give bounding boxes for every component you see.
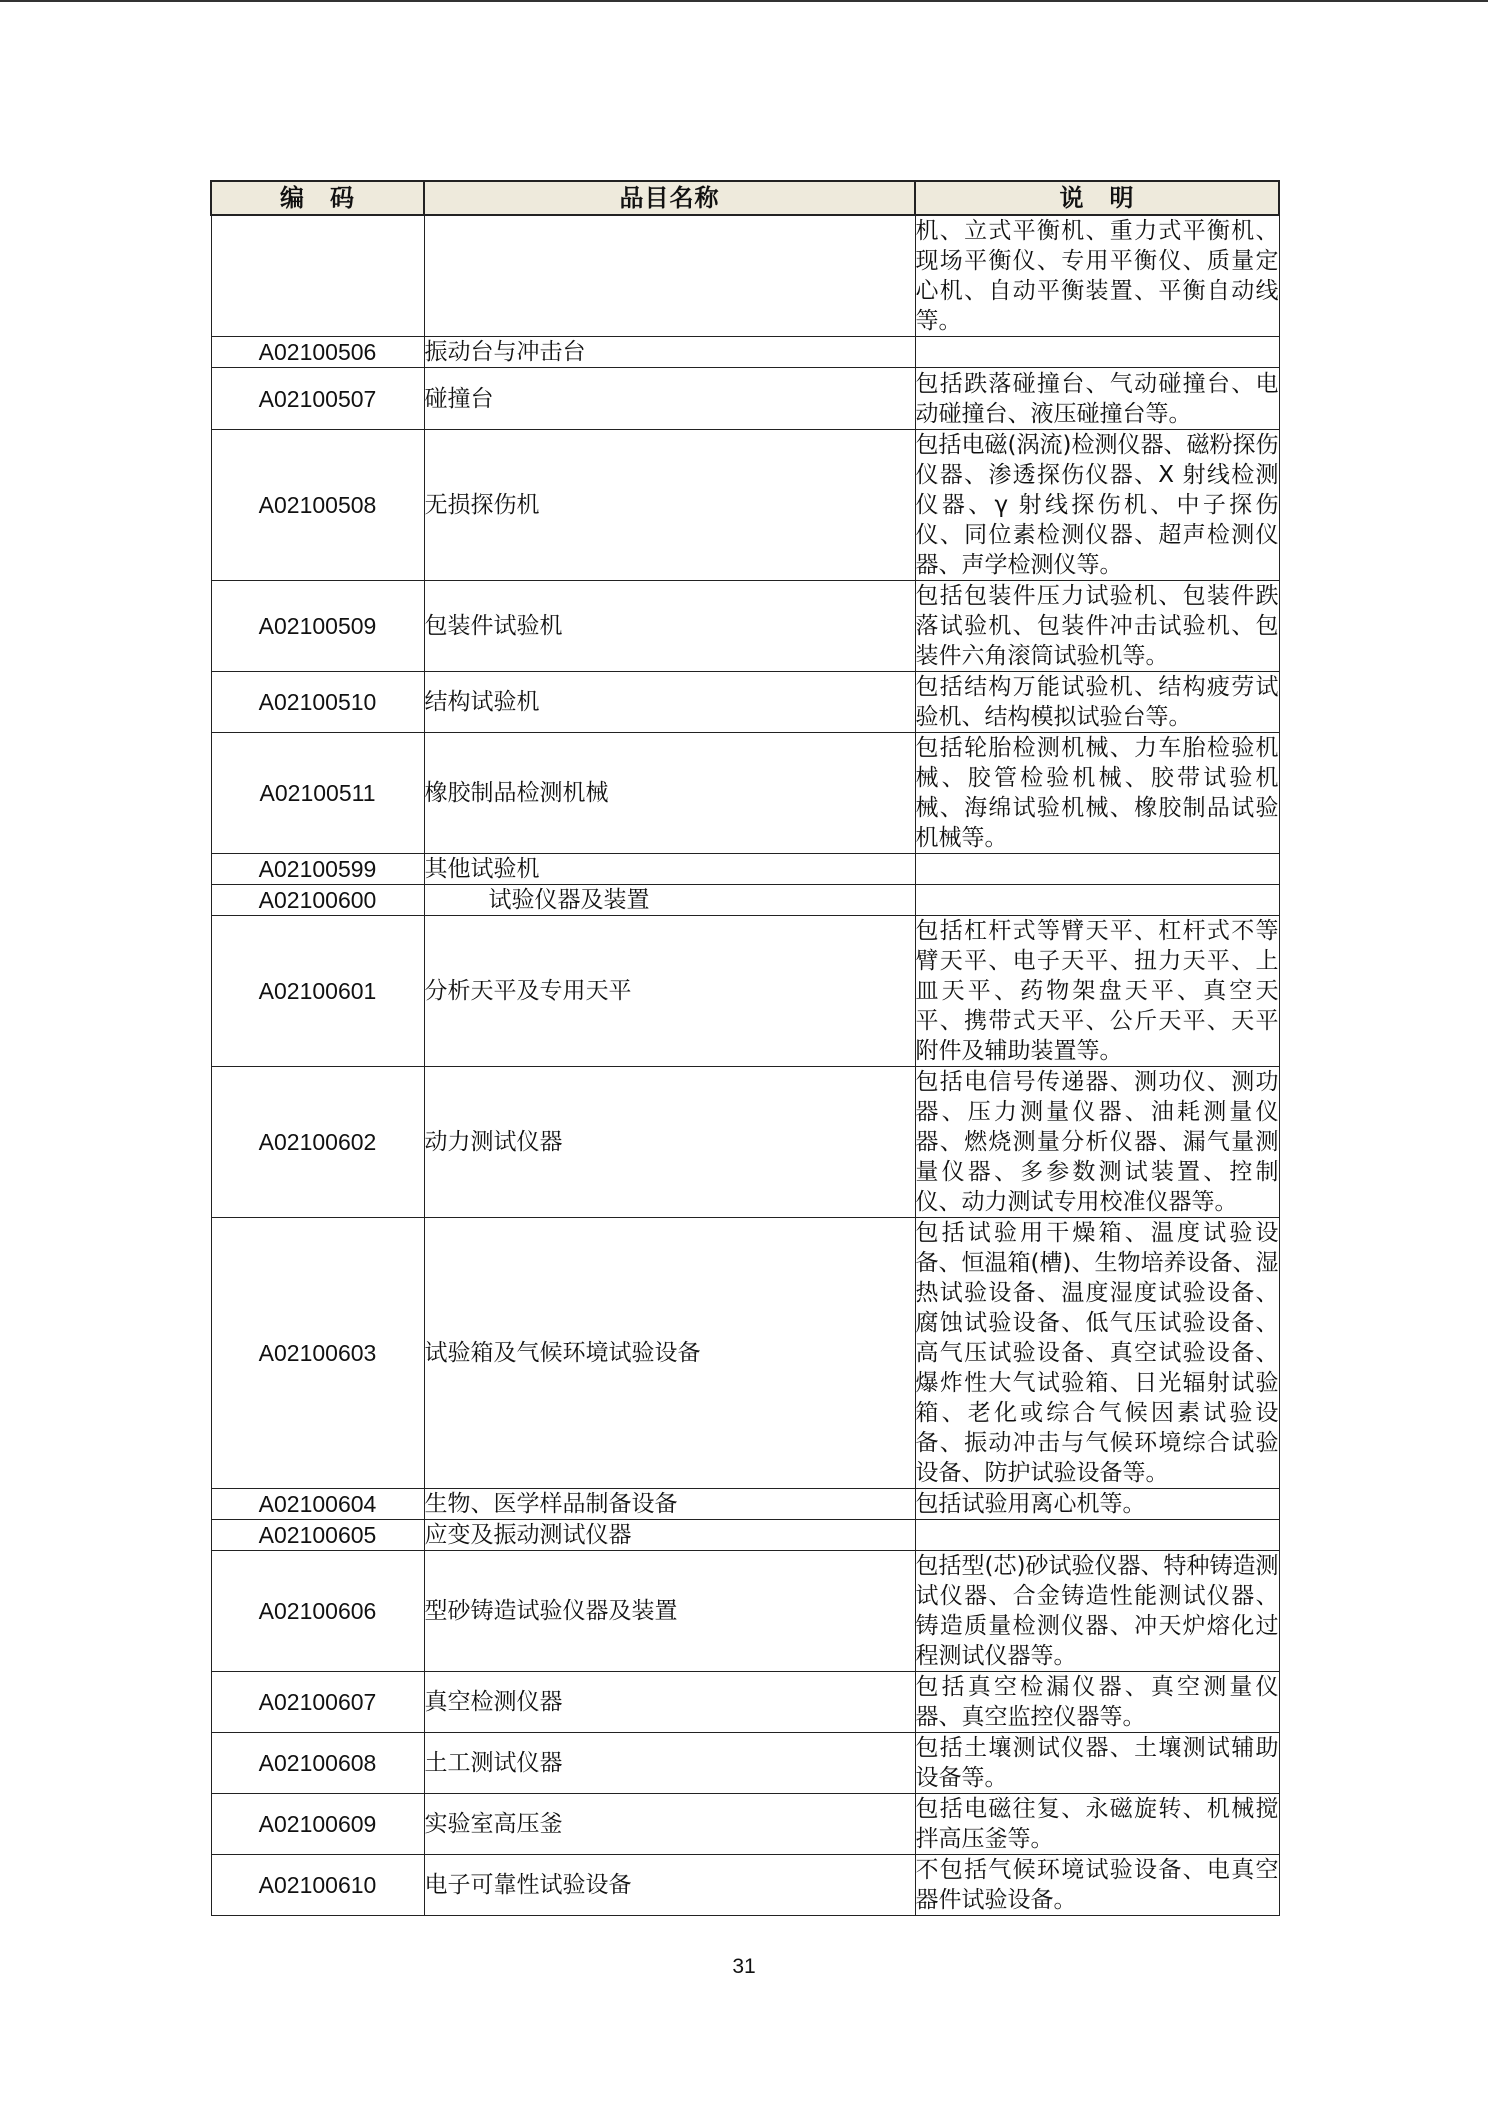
catalog-table bbox=[210, 180, 1280, 1916]
row-name: 电子可靠性试验设备 bbox=[424, 1855, 915, 1916]
row-desc: 包括型(芯)砂试验仪器、特种铸造测试仪器、合金铸造性能测试仪器、铸造质量检测仪器、冲天炉熔化过程测试仪器等。 bbox=[915, 1551, 1279, 1672]
table-row bbox=[211, 368, 1279, 430]
table-row bbox=[211, 1218, 1279, 1489]
row-desc: 不包括气候环境试验设备、电真空器件试验设备。 bbox=[915, 1855, 1279, 1916]
header-name: 品目名称 bbox=[424, 181, 915, 215]
table-row bbox=[211, 1672, 1279, 1733]
row-name: 分析天平及专用天平 bbox=[424, 916, 915, 1067]
table-row bbox=[211, 337, 1279, 368]
row-name: 振动台与冲击台 bbox=[424, 337, 915, 368]
row-name: 真空检测仪器 bbox=[424, 1672, 915, 1733]
row-desc: 包括结构万能试验机、结构疲劳试验机、结构模拟试验台等。 bbox=[915, 672, 1279, 733]
row-name: 试验箱及气候环境试验设备 bbox=[424, 1218, 915, 1489]
table-row bbox=[211, 1733, 1279, 1794]
table-row bbox=[211, 1067, 1279, 1218]
row-desc bbox=[915, 337, 1279, 368]
row-name: 橡胶制品检测机械 bbox=[424, 733, 915, 854]
row-code: A02100607 bbox=[211, 1672, 424, 1733]
row-desc bbox=[915, 854, 1279, 885]
table-row bbox=[211, 733, 1279, 854]
row-desc: 包括试验用干燥箱、温度试验设备、恒温箱(槽)、生物培养设备、湿热试验设备、温度湿度试验设备、腐蚀试验设备、低气压试验设备、高气压试验设备、真空试验设备、爆炸性大气试验箱、日光辐射试验箱、老化或综合气候因素试验设备、振动冲击与气候环境综合试验设备、防护试验设备等。 bbox=[915, 1218, 1279, 1489]
row-code: A02100511 bbox=[211, 733, 424, 854]
header-code: 编 码 bbox=[211, 181, 424, 215]
page-number: 31 bbox=[732, 1955, 756, 1978]
row-code: A02100603 bbox=[211, 1218, 424, 1489]
row-name: 无损探伤机 bbox=[424, 430, 915, 581]
row-desc: 包括电磁往复、永磁旋转、机械搅拌高压釜等。 bbox=[915, 1794, 1279, 1855]
row-name: 其他试验机 bbox=[424, 854, 915, 885]
row-code: A02100509 bbox=[211, 581, 424, 672]
row-code: A02100510 bbox=[211, 672, 424, 733]
row-name: 生物、医学样品制备设备 bbox=[424, 1489, 915, 1520]
table-row bbox=[211, 1551, 1279, 1672]
row-code bbox=[211, 215, 424, 337]
row-name: 结构试验机 bbox=[424, 672, 915, 733]
row-code: A02100606 bbox=[211, 1551, 424, 1672]
row-name: 试验仪器及装置 bbox=[424, 885, 915, 916]
row-name: 包装件试验机 bbox=[424, 581, 915, 672]
page-top-rule bbox=[0, 0, 1488, 2]
row-name bbox=[424, 215, 915, 337]
table-row bbox=[211, 581, 1279, 672]
row-name: 实验室高压釜 bbox=[424, 1794, 915, 1855]
row-desc: 包括试验用离心机等。 bbox=[915, 1489, 1279, 1520]
table-row bbox=[211, 430, 1279, 581]
row-desc: 机、立式平衡机、重力式平衡机、现场平衡仪、专用平衡仪、质量定心机、自动平衡装置、平衡自动线等。 bbox=[915, 215, 1279, 337]
row-name: 碰撞台 bbox=[424, 368, 915, 430]
table-row bbox=[211, 1855, 1279, 1916]
table-row bbox=[211, 1520, 1279, 1551]
row-code: A02100608 bbox=[211, 1733, 424, 1794]
row-code: A02100602 bbox=[211, 1067, 424, 1218]
row-code: A02100604 bbox=[211, 1489, 424, 1520]
table-row bbox=[211, 1794, 1279, 1855]
row-desc: 包括杠杆式等臂天平、杠杆式不等臂天平、电子天平、扭力天平、上皿天平、药物架盘天平、真空天平、携带式天平、公斤天平、天平附件及辅助装置等。 bbox=[915, 916, 1279, 1067]
table-row bbox=[211, 215, 1279, 337]
row-name: 土工测试仪器 bbox=[424, 1733, 915, 1794]
row-name: 动力测试仪器 bbox=[424, 1067, 915, 1218]
row-desc: 包括电信号传递器、测功仪、测功器、压力测量仪器、油耗测量仪器、燃烧测量分析仪器、漏气量测量仪器、多参数测试装置、控制仪、动力测试专用校准仪器等。 bbox=[915, 1067, 1279, 1218]
row-name: 型砂铸造试验仪器及装置 bbox=[424, 1551, 915, 1672]
row-desc bbox=[915, 1520, 1279, 1551]
row-desc: 包括真空检漏仪器、真空测量仪器、真空监控仪器等。 bbox=[915, 1672, 1279, 1733]
row-name: 应变及振动测试仪器 bbox=[424, 1520, 915, 1551]
header-desc: 说 明 bbox=[915, 181, 1279, 215]
table-row bbox=[211, 854, 1279, 885]
row-desc: 包括轮胎检测机械、力车胎检验机械、胶管检验机械、胶带试验机械、海绵试验机械、橡胶制品试验机械等。 bbox=[915, 733, 1279, 854]
row-desc: 包括电磁(涡流)检测仪器、磁粉探伤仪器、渗透探伤仪器、X 射线检测仪器、γ 射线探伤机、中子探伤仪、同位素检测仪器、超声检测仪器、声学检测仪等。 bbox=[915, 430, 1279, 581]
row-code: A02100605 bbox=[211, 1520, 424, 1551]
row-desc: 包括跌落碰撞台、气动碰撞台、电动碰撞台、液压碰撞台等。 bbox=[915, 368, 1279, 430]
table-row bbox=[211, 885, 1279, 916]
row-code: A02100609 bbox=[211, 1794, 424, 1855]
row-desc bbox=[915, 885, 1279, 916]
row-code: A02100507 bbox=[211, 368, 424, 430]
row-code: A02100600 bbox=[211, 885, 424, 916]
table-row bbox=[211, 1489, 1279, 1520]
row-code: A02100508 bbox=[211, 430, 424, 581]
row-code: A02100610 bbox=[211, 1855, 424, 1916]
table-header-row bbox=[211, 181, 1279, 215]
row-code: A02100506 bbox=[211, 337, 424, 368]
row-desc: 包括包装件压力试验机、包装件跌落试验机、包装件冲击试验机、包装件六角滚筒试验机等。 bbox=[915, 581, 1279, 672]
table-row bbox=[211, 672, 1279, 733]
row-code: A02100601 bbox=[211, 916, 424, 1067]
table-row bbox=[211, 916, 1279, 1067]
row-desc: 包括土壤测试仪器、土壤测试辅助设备等。 bbox=[915, 1733, 1279, 1794]
row-code: A02100599 bbox=[211, 854, 424, 885]
